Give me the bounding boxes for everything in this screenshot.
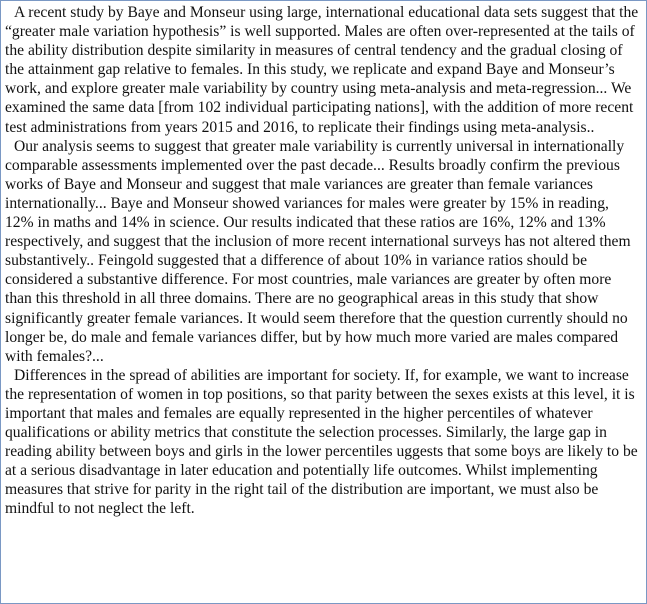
paragraph-3: Differences in the spread of abilities are important for society. If, for example, we want to increase the representation of women in top positions, so that parity between the sexes exists at this level, it is important that males and females are equally represented in the higher percentiles of whatever qualifications or ability metrics that constitute the selection processes. Similarly, the large gap in reading ability between boys and girls in the lower percentiles uggests that some boys are likely to be at a serious disadvantage in later education and potentially life outcomes. Whilst implementing measures that strive for parity in the right tail of the distribution are important, we must also be mindful to not neglect the left. <box>5 366 638 518</box>
paragraph-2: Our analysis seems to suggest that greater male variability is currently universal in internationally comparable assessments implemented over the past decade... Results broadly confirm the previous works of Baye and Monseur and suggest that male variances are greater than female variances internationally... Baye and Monseur showed variances for males were greater by 15% in reading, 12% in maths and 14% in science. Our results indicated that these ratios are 16%, 12% and 13% respectively, and suggest that the inclusion of more recent international surveys has not altered them substantively.. Feingold suggested that a difference of about 10% in variance ratios should be considered a substantive difference. For most countries, male variances are greater by often more than this threshold in all three domains. There are no geographical areas in this study that show significantly greater female variances. It would seem therefore that the question currently should no longer be, do male and female variances differ, but by how much more varied are males compared with females?... <box>5 137 631 365</box>
document-body <box>5 3 641 519</box>
paragraph-1: A recent study by Baye and Monseur using large, international educational data sets suggest that the “greater male variation hypothesis” is well supported. Males are often over-represented at the tails of the ability distribution despite similarity in measures of central tendency and the gradual closing of the attainment gap relative to females. In this study, we replicate and expand Baye and Monseur’s work, and explore greater male variability by country using meta-analysis and meta-regression... We examined the same data [from 102 individual participating nations], with the addition of more recent test administrations from years 2015 and 2016, to replicate their findings using meta-analysis.. <box>5 4 639 136</box>
